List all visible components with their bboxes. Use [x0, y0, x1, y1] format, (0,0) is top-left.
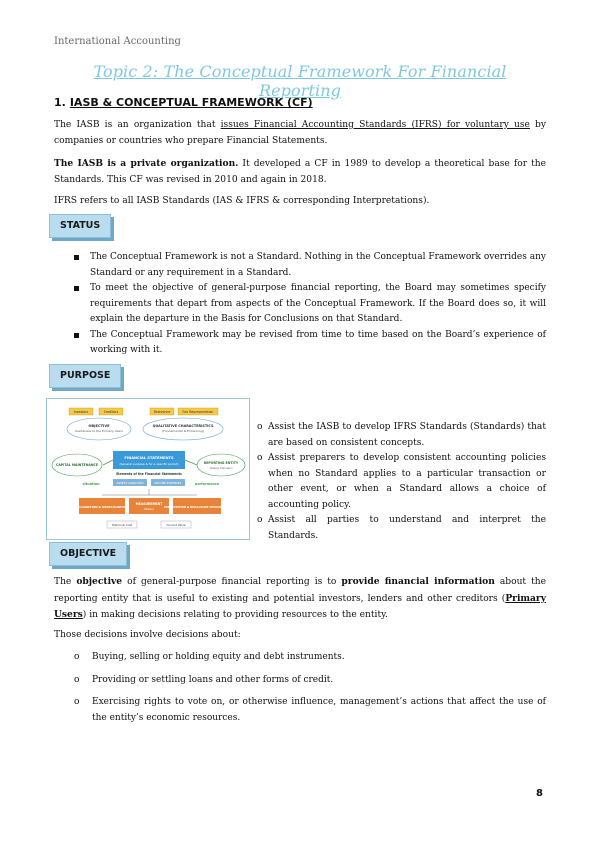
- situation-label: situation: [82, 482, 100, 486]
- tag-fair-representation-label: Fair Representation: [182, 410, 214, 414]
- circle-bullet-icon: o: [257, 422, 263, 432]
- circle-bullet-icon: o: [74, 674, 80, 685]
- tag-investors-label: Investors: [73, 410, 89, 414]
- conceptual-framework-diagram: [46, 398, 250, 540]
- framework-diagram-graphic: [47, 399, 249, 539]
- objective-paragraph: [54, 574, 546, 624]
- historical-cost-label: Historical Cost: [111, 523, 133, 527]
- list-item-text: Exercising rights to vote on, or otherwise influence, management’s actions that affect the use of the entity’s economic resources.: [92, 697, 546, 723]
- income-expenses-label: INCOME EXPENSES: [154, 481, 182, 485]
- qualitative-sub-label: (Fundamental & Enhancing): [162, 429, 204, 433]
- text: The: [54, 577, 77, 587]
- circle-bullet-icon: o: [257, 515, 263, 525]
- list-item-text: The Conceptual Framework may be revised from time to time based on the Board’s experience of working with it.: [90, 329, 546, 355]
- circle-bullet-icon: o: [74, 652, 80, 662]
- bold-text: provide financial information: [341, 576, 495, 587]
- intro-paragraph-1: [54, 118, 546, 149]
- text: of general-purpose financial reporting is to: [122, 577, 342, 587]
- square-bullet-icon: [74, 255, 79, 260]
- list-item-text: The Conceptual Framework is not a Standard. Nothing in the Conceptual Framework overrides any Standard or any requirement in a Standard.: [90, 252, 546, 278]
- text: about the reporting entity that is useful to existing and potential investors, lenders and other creditors (: [54, 577, 546, 604]
- list-item: [72, 281, 546, 328]
- list-item: [72, 650, 546, 666]
- list-item-text: Assist preparers to develop consistent accounting policies when no Standard applies to a particular transaction or other event, or when a Standard allows a choice of accounting policy.: [268, 453, 546, 510]
- decisions-list: [72, 650, 546, 733]
- measurement-sub-label: (Basis): [144, 507, 154, 511]
- text: ) in making decisions relating to providing resources to the entity.: [82, 610, 388, 620]
- recognition-label: RECOGNITION & DERECOGNITION: [74, 505, 130, 509]
- purpose-badge: PURPOSE: [49, 364, 121, 388]
- list-item: [256, 513, 546, 544]
- list-item-text: Assist all parties to understand and interpret the Standards.: [268, 515, 546, 541]
- intro-paragraph-2: [54, 156, 546, 188]
- circle-bullet-icon: o: [74, 697, 80, 707]
- list-item-text: Assist the IASB to develop IFRS Standards (Standards) that are based on consistent concepts.: [268, 422, 546, 448]
- tag-creditors-label: Creditors: [103, 410, 119, 414]
- square-bullet-icon: [74, 286, 79, 291]
- qualitative-label: QUALITATIVE CHARACTERISTICS: [152, 424, 214, 428]
- running-header: International Accounting: [54, 36, 181, 47]
- section-number: 1.: [54, 96, 66, 109]
- page-title: Topic 2: The Conceptual Framework For Financial Reporting: [93, 62, 507, 100]
- measurement-label: MEASUREMENT: [135, 502, 163, 506]
- current-value-label: Current Value: [166, 523, 186, 527]
- purpose-list: [256, 420, 546, 544]
- objective-sub-label: Usefulness to the Primary Users: [74, 429, 124, 433]
- financial-statements-sub: (General purpose & for a specific period): [119, 462, 179, 466]
- list-item-text: To meet the objective of general-purpose financial reporting, the Board may sometimes specify requirements that depart from aspects of the Conceptual Framework. If the Board does so, it will explain the departure in the Basis for Conclusions on that Standard.: [90, 283, 546, 324]
- connector-line: [185, 460, 197, 465]
- status-list: [72, 250, 546, 359]
- list-item: [256, 451, 546, 513]
- decisions-intro: Those decisions involve decisions about:: [54, 630, 241, 640]
- tag-relevance-label: Relevance: [153, 410, 171, 414]
- assets-liabilities-label: ASSETS LIABILITIES: [116, 481, 144, 485]
- circle-bullet-icon: o: [257, 453, 263, 463]
- bold-text: objective: [76, 576, 123, 587]
- text: The IASB is an organization that: [54, 120, 221, 130]
- list-item: [72, 695, 546, 726]
- list-item: [72, 328, 546, 359]
- capital-label: CAPITAL MAINTENANCE: [55, 463, 99, 467]
- bold-text: The IASB is a private organization.: [54, 158, 239, 169]
- entity-sub-label: (Going Concern): [209, 466, 233, 470]
- performance-label: performance: [194, 482, 220, 486]
- objective-badge: OBJECTIVE: [49, 542, 127, 566]
- section-heading: [54, 96, 313, 109]
- entity-ellipse: [197, 454, 245, 476]
- primary-users-text: Primary Users: [54, 592, 546, 620]
- list-item-text: Providing or settling loans and other forms of credit.: [92, 674, 334, 685]
- connector-line: [103, 460, 113, 465]
- ifrs-link-text: issues Financial Accounting Standards (IFRS) for voluntary use: [220, 120, 530, 130]
- measurement-box: [129, 498, 169, 514]
- page-number: 8: [536, 788, 543, 799]
- list-item: [72, 250, 546, 281]
- presentation-label: PRESENTATION & DISCLOSURE INFORMATION: [164, 506, 230, 509]
- section-title: IASB & CONCEPTUAL FRAMEWORK (CF): [69, 96, 313, 109]
- list-item: [72, 673, 546, 689]
- list-item: [256, 420, 546, 451]
- entity-label: REPORTING ENTITY: [203, 461, 239, 465]
- financial-statements-box: [113, 451, 185, 469]
- list-item-text: Buying, selling or holding equity and debt instruments.: [92, 652, 345, 662]
- text: It developed a CF in 1989 to develop a theoretical base for the Standards. This CF was revised in 2010 and again in 2018.: [54, 159, 546, 185]
- text: by companies or countries who prepare Financial Statements.: [54, 120, 546, 146]
- elements-label: Elements of the Financial Statements: [116, 472, 182, 476]
- intro-paragraph-3: IFRS refers to all IASB Standards (IAS & IFRS & corresponding Interpretations).: [54, 196, 430, 206]
- financial-statements-label: FINANCIAL STATEMENTS: [124, 456, 174, 460]
- objective-label: OBJECTIVE: [88, 424, 110, 428]
- status-badge: STATUS: [49, 214, 111, 238]
- square-bullet-icon: [74, 333, 79, 338]
